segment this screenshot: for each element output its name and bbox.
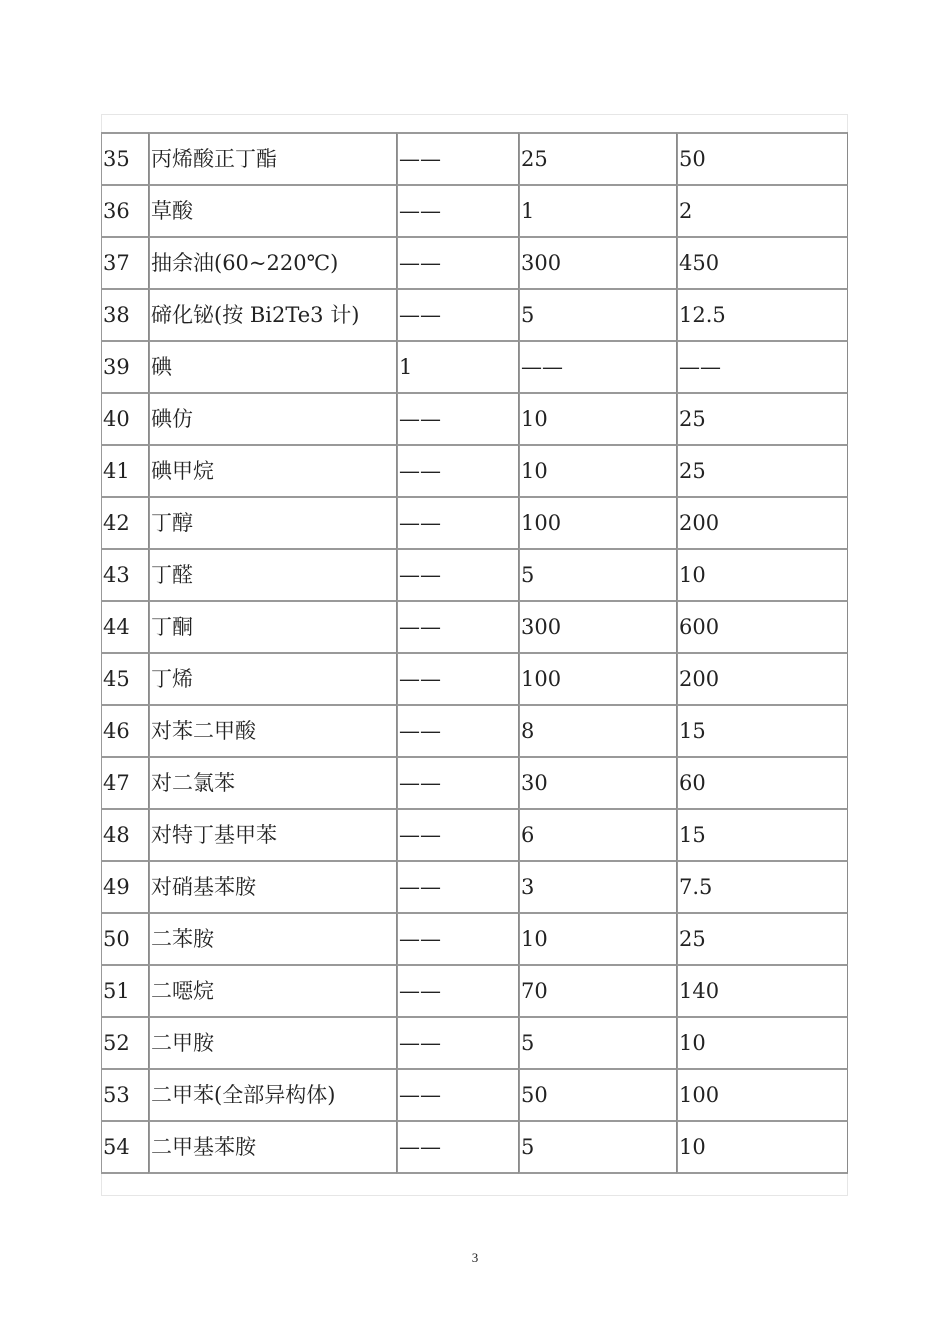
value-column-1-cell: —— [397,237,519,289]
value-column-1-cell: —— [397,132,519,185]
row-number-cell: 37 [101,237,149,289]
value-column-1-cell: —— [397,965,519,1017]
table-row [101,653,848,705]
value-column-1-cell: —— [397,1017,519,1069]
table-row [101,705,848,757]
value-column-2-cell: 300 [519,601,677,653]
row-number-cell: 36 [101,185,149,237]
substance-name-cell: 对特丁基甲苯 [149,809,397,861]
value-column-2-cell: 10 [519,393,677,445]
row-number-cell: 52 [101,1017,149,1069]
table-row [101,497,848,549]
substance-name-cell: 丙烯酸正丁酯 [149,132,397,185]
substance-name-cell: 丁醇 [149,497,397,549]
table-row [101,289,848,341]
value-column-2-cell: 1 [519,185,677,237]
row-number-cell: 38 [101,289,149,341]
row-number-cell: 46 [101,705,149,757]
value-column-2-cell: 30 [519,757,677,809]
value-column-1-cell: —— [397,757,519,809]
substance-name-cell: 对苯二甲酸 [149,705,397,757]
row-number-cell: 48 [101,809,149,861]
value-column-3-cell: 25 [677,393,848,445]
value-column-3-cell: 12.5 [677,289,848,341]
row-number-cell: 45 [101,653,149,705]
substance-name-cell: 碲化铋(按 Bi2Te3 计) [149,289,397,341]
value-column-3-cell: 50 [677,132,848,185]
table-row [101,757,848,809]
substance-name-cell: 抽余油(60~220℃) [149,237,397,289]
substance-name-cell: 丁酮 [149,601,397,653]
value-column-3-cell: 15 [677,809,848,861]
value-column-1-cell: —— [397,861,519,913]
value-column-1-cell: —— [397,653,519,705]
substance-name-cell: 二噁烷 [149,965,397,1017]
table-row [101,341,848,393]
table-body [101,132,848,1174]
value-column-1-cell: —— [397,393,519,445]
substance-limits-table [101,132,848,1174]
table-row [101,549,848,601]
value-column-1-cell: 1 [397,341,519,393]
substance-name-cell: 对硝基苯胺 [149,861,397,913]
substance-name-cell: 碘甲烷 [149,445,397,497]
value-column-1-cell: —— [397,549,519,601]
value-column-3-cell: 25 [677,913,848,965]
value-column-3-cell: 600 [677,601,848,653]
value-column-3-cell: 10 [677,1121,848,1174]
value-column-2-cell: —— [519,341,677,393]
row-number-cell: 50 [101,913,149,965]
value-column-1-cell: —— [397,185,519,237]
value-column-3-cell: 200 [677,497,848,549]
row-number-cell: 44 [101,601,149,653]
substance-name-cell: 对二氯苯 [149,757,397,809]
row-number-cell: 51 [101,965,149,1017]
value-column-2-cell: 100 [519,653,677,705]
row-number-cell: 41 [101,445,149,497]
table-row [101,185,848,237]
value-column-3-cell: 25 [677,445,848,497]
value-column-2-cell: 5 [519,1017,677,1069]
value-column-1-cell: —— [397,497,519,549]
substance-name-cell: 草酸 [149,185,397,237]
table-row [101,601,848,653]
value-column-2-cell: 10 [519,913,677,965]
value-column-2-cell: 3 [519,861,677,913]
table-row [101,445,848,497]
value-column-2-cell: 300 [519,237,677,289]
value-column-2-cell: 70 [519,965,677,1017]
table-row [101,913,848,965]
row-number-cell: 43 [101,549,149,601]
value-column-2-cell: 25 [519,132,677,185]
value-column-2-cell: 5 [519,549,677,601]
value-column-2-cell: 6 [519,809,677,861]
table-row [101,965,848,1017]
table-row [101,861,848,913]
value-column-3-cell: 60 [677,757,848,809]
value-column-3-cell: 10 [677,549,848,601]
row-number-cell: 42 [101,497,149,549]
value-column-2-cell: 10 [519,445,677,497]
value-column-1-cell: —— [397,445,519,497]
value-column-3-cell: 7.5 [677,861,848,913]
value-column-1-cell: —— [397,705,519,757]
row-number-cell: 39 [101,341,149,393]
value-column-3-cell: 10 [677,1017,848,1069]
substance-name-cell: 二苯胺 [149,913,397,965]
row-number-cell: 40 [101,393,149,445]
value-column-2-cell: 50 [519,1069,677,1121]
value-column-1-cell: —— [397,913,519,965]
value-column-3-cell: —— [677,341,848,393]
table-row [101,1121,848,1174]
value-column-2-cell: 100 [519,497,677,549]
value-column-3-cell: 2 [677,185,848,237]
table-row [101,1017,848,1069]
table-row [101,809,848,861]
value-column-1-cell: —— [397,1069,519,1121]
value-column-3-cell: 140 [677,965,848,1017]
value-column-1-cell: —— [397,601,519,653]
substance-name-cell: 丁烯 [149,653,397,705]
value-column-2-cell: 8 [519,705,677,757]
row-number-cell: 47 [101,757,149,809]
substance-name-cell: 二甲胺 [149,1017,397,1069]
value-column-2-cell: 5 [519,289,677,341]
substance-name-cell: 丁醛 [149,549,397,601]
row-number-cell: 53 [101,1069,149,1121]
row-number-cell: 49 [101,861,149,913]
substance-name-cell: 碘仿 [149,393,397,445]
value-column-1-cell: —— [397,289,519,341]
value-column-2-cell: 5 [519,1121,677,1174]
substance-name-cell: 二甲苯(全部异构体) [149,1069,397,1121]
row-number-cell: 35 [101,132,149,185]
table-row [101,237,848,289]
table-row [101,393,848,445]
table-row [101,132,848,185]
value-column-1-cell: —— [397,1121,519,1174]
substance-name-cell: 碘 [149,341,397,393]
substance-name-cell: 二甲基苯胺 [149,1121,397,1174]
value-column-3-cell: 100 [677,1069,848,1121]
row-number-cell: 54 [101,1121,149,1174]
table-row [101,1069,848,1121]
value-column-3-cell: 15 [677,705,848,757]
value-column-1-cell: —— [397,809,519,861]
value-column-3-cell: 200 [677,653,848,705]
value-column-3-cell: 450 [677,237,848,289]
page-number: 3 [471,1250,479,1265]
